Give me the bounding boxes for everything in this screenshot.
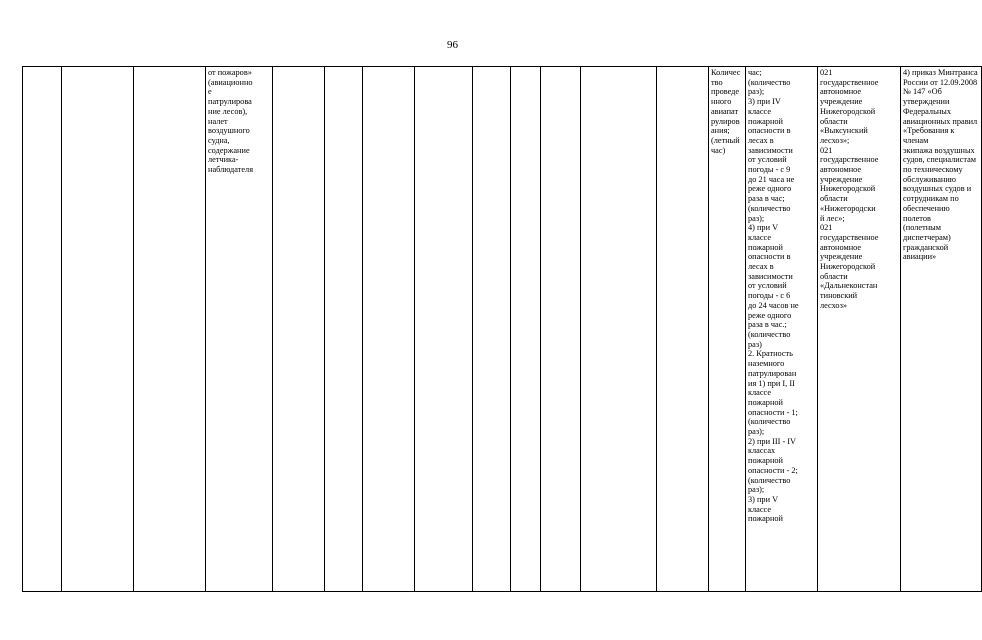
cell-col-9 [473, 67, 511, 592]
cell-col-5 [273, 67, 325, 592]
cell-col-8 [415, 67, 473, 592]
cell-col-1 [23, 67, 62, 592]
cell-col-13 [657, 67, 709, 592]
cell-institutions [818, 67, 901, 592]
cell-col-7 [363, 67, 415, 592]
cell-col-10 [511, 67, 541, 592]
cell-col-2 [62, 67, 134, 592]
indicator-values-text: час; (количество раз); 3) при IV классе пожарной опасности в лесах в зависимости от условий погоды - с 9 до 21 часа не реже одного раза в час; (количество раз); 4) при V классе пожарной опасности в лесах в зависимости от условий погоды - с 6 до 24 часов не реже одного раза в час.; (количество раз) 2. Кратность наземного патрулирован ия 1) при I, II классе пожарной опасности - 1; (количество раз); 2) при III - IV классах пожарной опасности - 2; (количество раз); 3) при V классе пожарной [748, 68, 799, 524]
table-row [23, 67, 982, 592]
page-number: 96 [447, 39, 458, 51]
cell-col-6 [325, 67, 363, 592]
cell-col-11 [541, 67, 581, 592]
cell-indicator-name [709, 67, 746, 592]
cell-col-3 [134, 67, 206, 592]
indicator-name-text: Количес тво проведе нного авиапат рулиров ания; (летный час) [711, 68, 741, 155]
institutions-text: 021 государственное автономное учреждение Нижегородской области «Выксунский лесхоз»; 021 государственное автономное учреждение Нижегородской области «Нижегородски й лес»; 021 государственное автономное учреждение Нижегородской области «Дальнеконстан тиновский лесхоз» [820, 68, 879, 310]
service-description-text: от пожаров» (авиационно е патрулирова ние лесов), налет воздушного судна, содержание летчика- наблюдателя [208, 68, 254, 175]
cell-indicator-values [746, 67, 818, 592]
document-table [22, 66, 982, 592]
cell-col-12 [581, 67, 657, 592]
cell-regulations [901, 67, 982, 592]
regulations-text: 4) приказ Минтранса России от 12.09.2008 № 147 «Об утверждении Федеральных авиационных правил «Требования к членам экипажа воздушных судов, специалистам по техническому обслуживанию воздушных судов и сотрудникам по обеспечению полетов (полетным диспетчерам) гражданской авиации» [903, 68, 978, 262]
cell-service-description [206, 67, 273, 592]
